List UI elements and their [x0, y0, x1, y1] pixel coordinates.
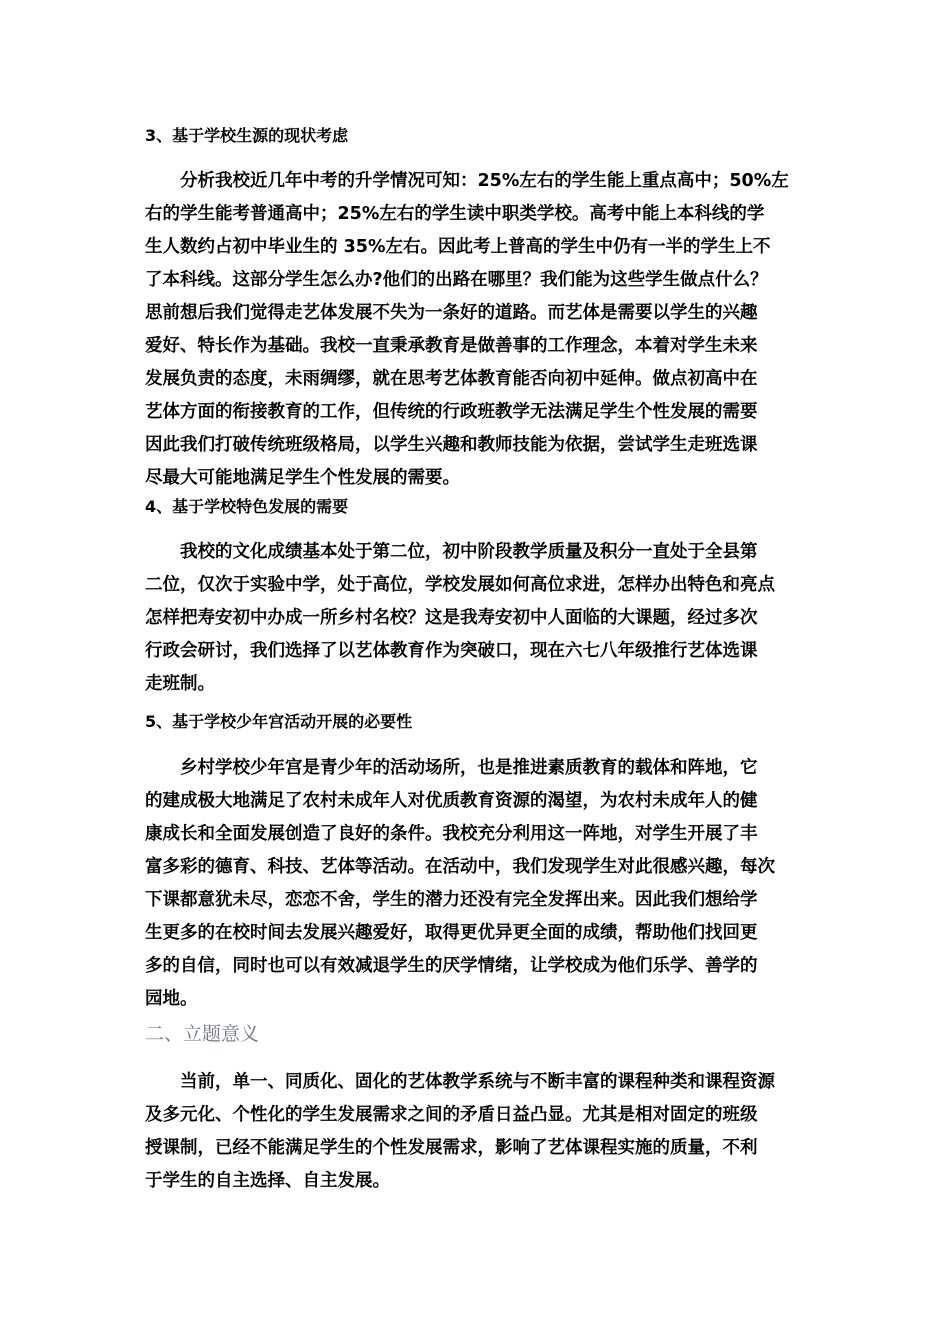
paragraph-line: 富多彩的德育、科技、艺体等活动。在活动中，我们发现学生对此很感兴趣，每次	[145, 857, 775, 877]
paragraph-line: 多的自信，同时也可以有效减退学生的厌学情绪，让学校成为他们乐学、善学的	[145, 956, 758, 976]
paragraph-line: 怎样把寿安初中办成一所乡村名校？这是我寿安初中人面临的大课题，经过多次	[145, 608, 758, 628]
section-5-paragraph	[145, 752, 825, 1016]
paragraph-line: 因此我们打破传统班级格局，以学生兴趣和教师技能为依据，尝试学生走班选课	[145, 435, 758, 455]
part-2-paragraph	[145, 1066, 825, 1198]
section-5-heading: 5、基于学校少年宫活动开展的必要性	[145, 712, 413, 731]
paragraph-line: 的建成极大地满足了农村未成年人对优质教育资源的渴望，为农村未成年人的健	[145, 791, 758, 811]
paragraph-line: 于学生的自主选择、自主发展。	[145, 1171, 390, 1191]
paragraph-line: 走班制。	[145, 674, 215, 694]
paragraph-line: 发展负责的态度，未雨绸缪，就在思考艺体教育能否向初中延伸。做点初高中在	[145, 369, 758, 389]
paragraph-line: 及多元化、个性化的学生发展需求之间的矛盾日益凸显。尤其是相对固定的班级	[145, 1105, 758, 1125]
paragraph-line: 我校的文化成绩基本处于第二位，初中阶段教学质量及积分一直处于全县第	[180, 542, 758, 562]
paragraph-line: 艺体方面的衔接教育的工作，但传统的行政班教学无法满足学生个性发展的需要	[145, 402, 758, 422]
paragraph-line: 康成长和全面发展创造了良好的条件。我校充分利用这一阵地，对学生开展了丰	[145, 824, 758, 844]
paragraph-line: 授课制，已经不能满足学生的个性发展需求，影响了艺体课程实施的质量，不利	[145, 1138, 758, 1158]
paragraph-line: 园地。	[145, 989, 198, 1009]
section-4-heading: 4、基于学校特色发展的需要	[145, 497, 349, 516]
section-4-paragraph	[145, 536, 825, 701]
paragraph-line: 生人数约占初中毕业生的 35%左右。因此考上普高的学生中仍有一半的学生上不	[145, 237, 771, 257]
paragraph-line: 思前想后我们觉得走艺体发展不失为一条好的道路。而艺体是需要以学生的兴趣	[145, 303, 758, 323]
paragraph-line: 生更多的在校时间去发展兴趣爱好，取得更优异更全面的成绩，帮助他们找回更	[145, 923, 758, 943]
paragraph-line: 二位，仅次于实验中学，处于高位，学校发展如何高位求进，怎样办出特色和亮点	[145, 575, 775, 595]
paragraph-line: 了本科线。这部分学生怎么办?他们的出路在哪里？我们能为这些学生做点什么？	[145, 270, 768, 290]
part-2-title: 二、立题意义	[145, 1023, 260, 1045]
paragraph-line: 下课都意犹未尽，恋恋不舍，学生的潜力还没有完全发挥出来。因此我们想给学	[145, 890, 758, 910]
paragraph-line: 尽最大可能地满足学生个性发展的需要。	[145, 468, 460, 488]
paragraph-line: 右的学生能考普通高中；25%左右的学生读中职类学校。高考中能上本科线的学	[145, 204, 765, 224]
paragraph-line: 爱好、特长作为基础。我校一直秉承教育是做善事的工作理念，本着对学生未来	[145, 336, 758, 356]
paragraph-line: 分析我校近几年中考的升学情况可知：25%左右的学生能上重点高中；50%左	[180, 171, 789, 191]
paragraph-line: 当前，单一、同质化、固化的艺体教学系统与不断丰富的课程种类和课程资源	[180, 1072, 775, 1092]
section-3-heading: 3、基于学校生源的现状考虑	[145, 126, 349, 145]
paragraph-line: 乡村学校少年宫是青少年的活动场所，也是推进素质教育的载体和阵地，它	[180, 758, 758, 778]
section-3-paragraph	[145, 165, 825, 495]
paragraph-line: 行政会研讨，我们选择了以艺体教育作为突破口，现在六七八年级推行艺体选课	[145, 641, 758, 661]
